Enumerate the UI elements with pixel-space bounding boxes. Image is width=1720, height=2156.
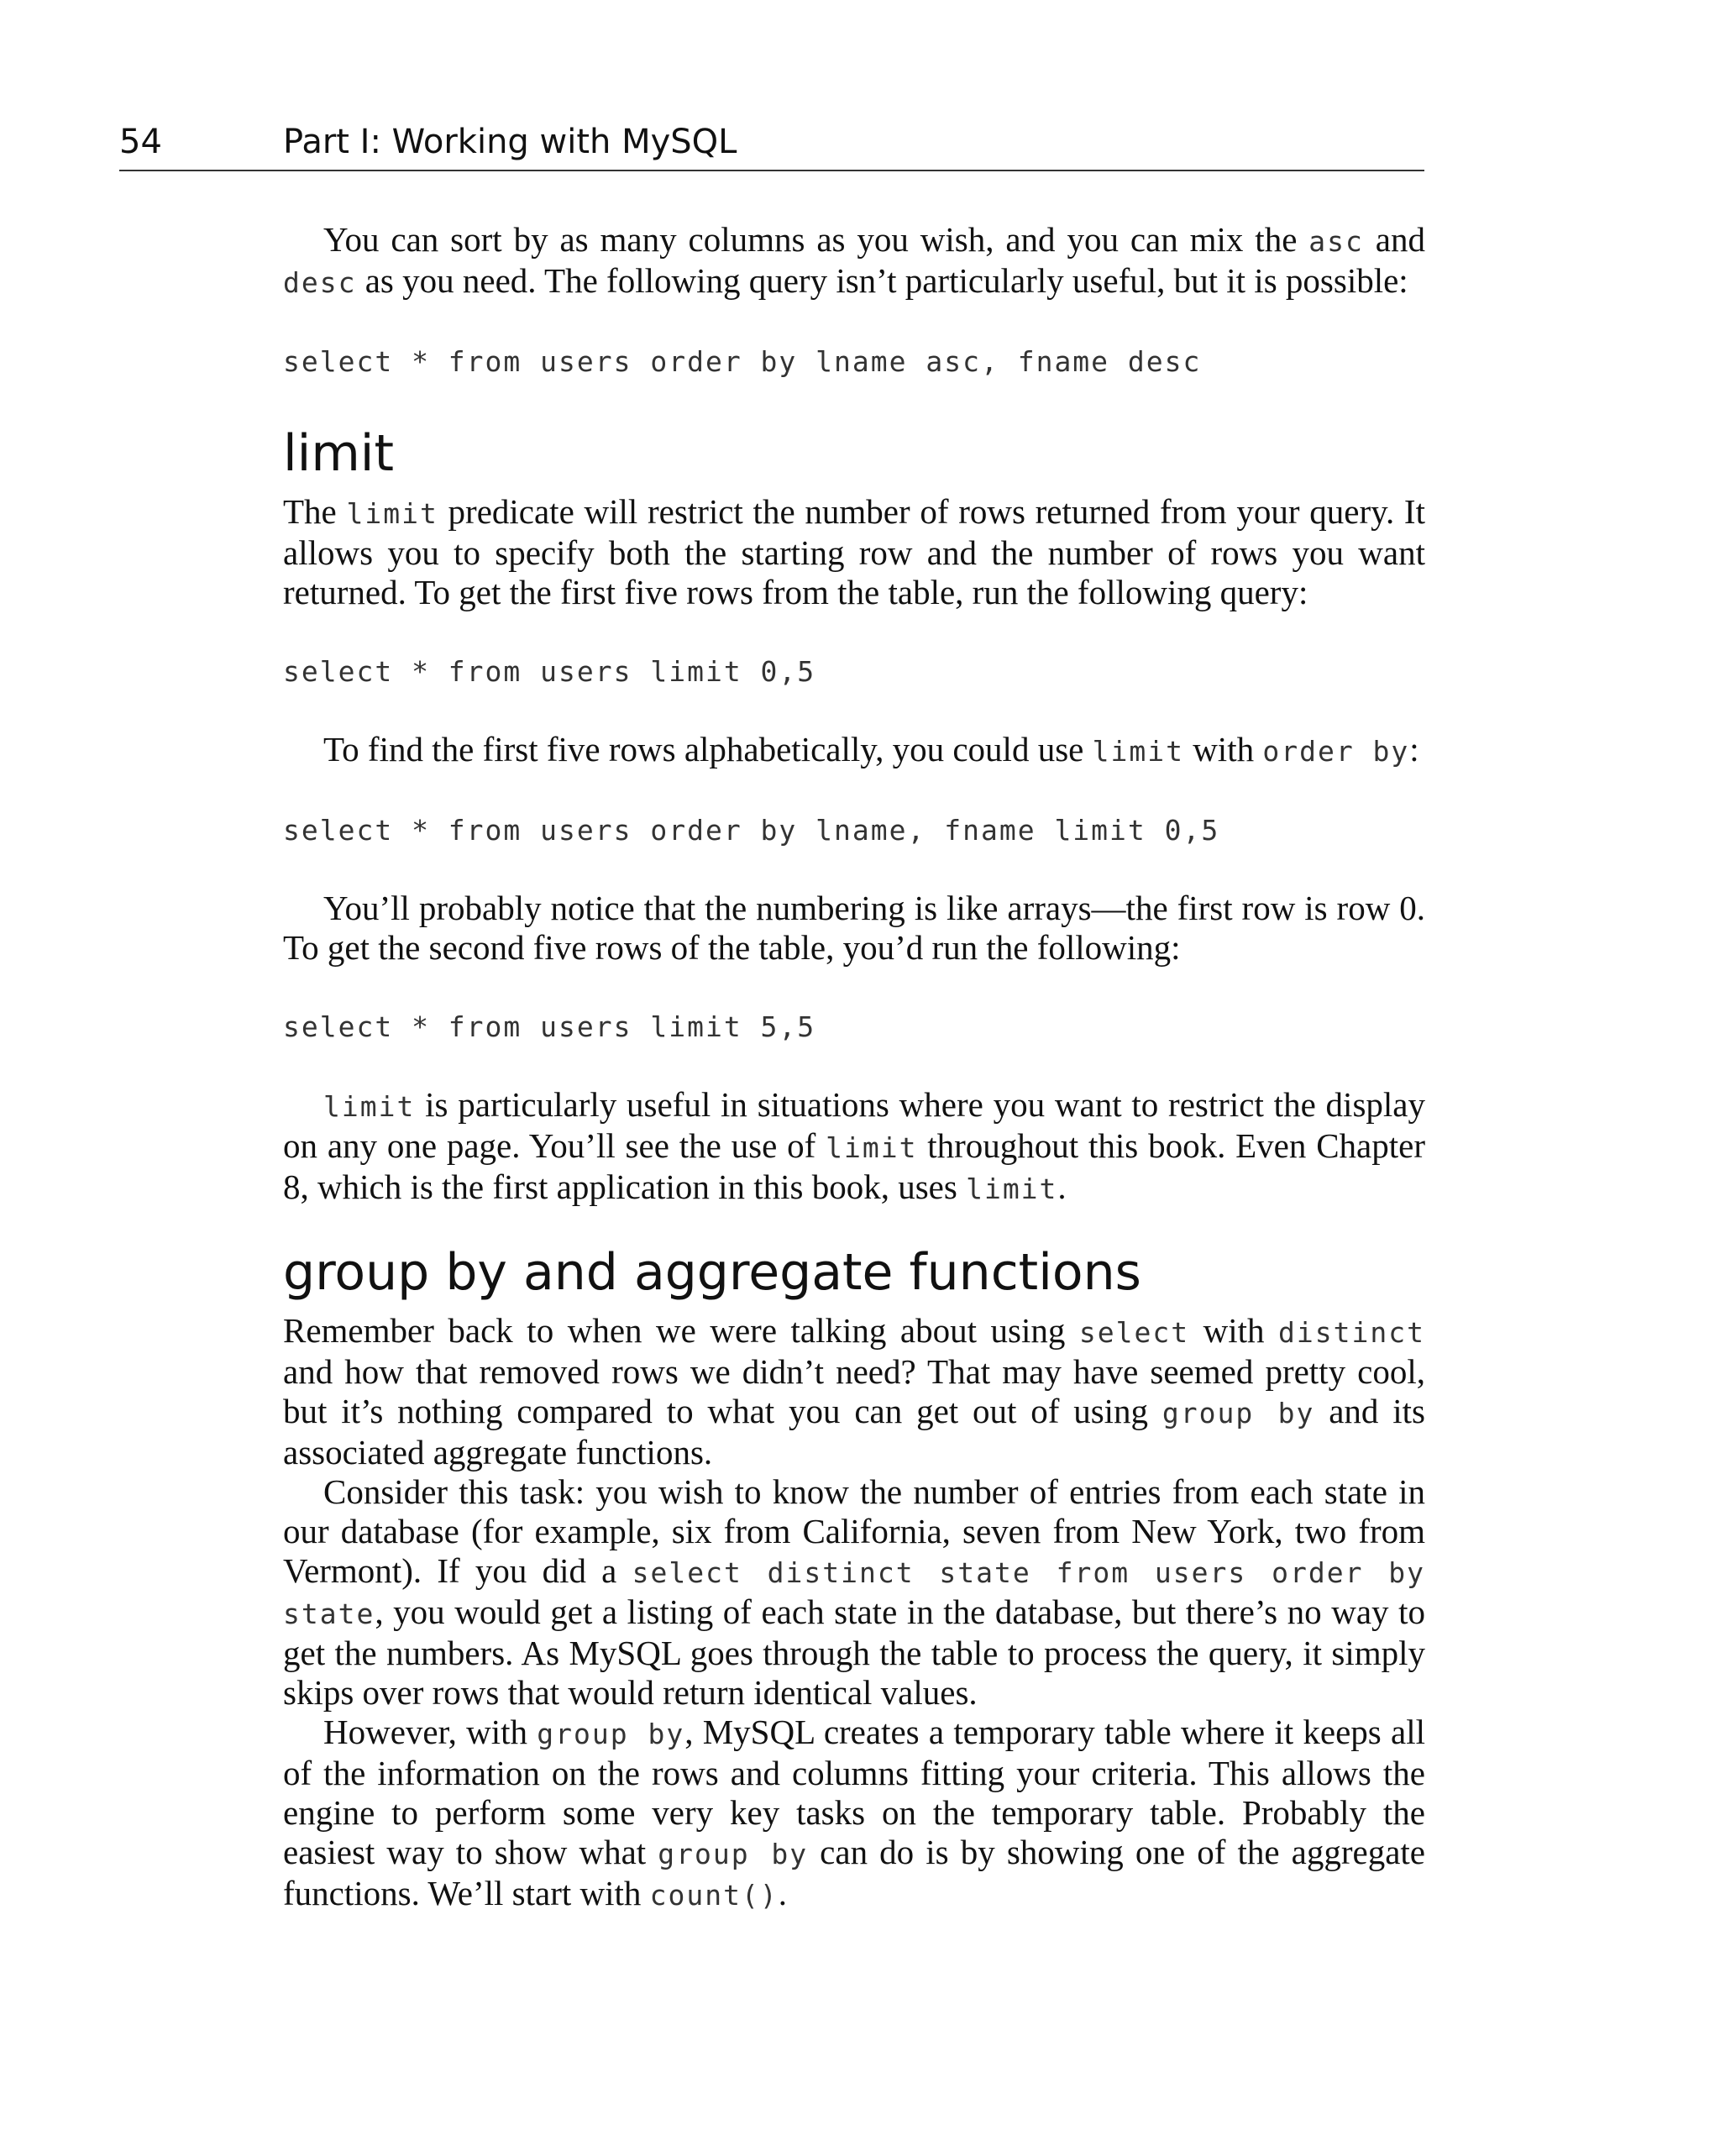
inline-code-limit: limit <box>346 497 438 530</box>
paragraph-sort-columns: You can sort by as many columns as you wish, and you can mix the asc and desc as you need. The following query isn’t particularly useful, but it is possible: <box>283 220 1425 300</box>
inline-code-limit: limit <box>966 1172 1058 1205</box>
code-block-limit-0-5: select * from users limit 0,5 <box>283 655 816 688</box>
paragraph-limit-order-by: To find the first five rows alphabetically, you could use limit with order by: <box>323 730 1419 769</box>
inline-code-limit: limit <box>826 1131 918 1164</box>
page-header <box>119 118 1424 171</box>
inline-code-asc: asc <box>1308 225 1364 258</box>
inline-code-desc: desc <box>283 266 357 299</box>
running-head: Part I: Working with MySQL <box>283 123 737 161</box>
code-block-order-by: select * from users order by lname asc, fname desc <box>283 345 1202 378</box>
inline-code-limit: limit <box>323 1090 416 1123</box>
inline-code-group-by: group by <box>537 1718 685 1750</box>
code-block-limit-5-5: select * from users limit 5,5 <box>283 1010 816 1043</box>
page-number: 54 <box>119 123 162 161</box>
paragraph-limit-usefulness: limit is particularly useful in situations where you want to restrict the display on any one page. You’ll see the use of limit throughout this book. Even Chapter 8, which is the first application in this book, uses limit. <box>283 1085 1425 1206</box>
inline-code-order-by: order by <box>1262 735 1410 768</box>
section-heading-group-by: group by and aggregate functions <box>283 1243 1141 1302</box>
inline-code-group-by: group by <box>658 1838 809 1870</box>
inline-code-select: select <box>1078 1316 1190 1349</box>
paragraph-group-by-intro: Remember back to when we were talking about using select with distinct and how that removed rows we didn’t need? That may have seemed pretty cool, but it’s nothing compared to what you can get out of using group by and its associated aggregate functions. <box>283 1311 1426 1471</box>
inline-code-select-distinct: select distinct state from users order by state <box>283 1556 1426 1630</box>
paragraph-limit-intro: The limit predicate will restrict the number of rows returned from your query. It allows you to specify both the starting row and the number of rows you want returned. To get the first five rows from the table, run the following query: <box>283 492 1425 611</box>
inline-code-count: count() <box>649 1879 779 1912</box>
inline-code-group-by: group by <box>1162 1397 1315 1429</box>
paragraph-numbering: You’ll probably notice that the numbering is like arrays—the first row is row 0. To get the second five rows of the table, you’d run the following: <box>283 889 1425 967</box>
paragraph-consider-task: Consider this task: you wish to know the number of entries from each state in our database (for example, six from California, seven from New York, two from Vermont). If you did a select distinct state from users order by state, you would get a listing of each state in the database, but there’s no way to get the numbers. As MySQL goes through the table to process the query, it simply skips over rows that would return identical values. <box>283 1472 1426 1712</box>
inline-code-limit: limit <box>1092 735 1184 768</box>
inline-code-distinct: distinct <box>1278 1316 1425 1349</box>
paragraph-however-group-by: However, with group by, MySQL creates a temporary table where it keeps all of the information on the rows and columns fitting your criteria. This allows the engine to perform some very key tasks on the temporary table. Probably the easiest way to show what group by can do is by showing one of the aggregate functions. We’ll start with count(). <box>283 1713 1425 1912</box>
section-heading-limit: limit <box>283 424 394 483</box>
code-block-order-limit: select * from users order by lname, fname limit 0,5 <box>283 814 1220 847</box>
page-body <box>283 220 1425 1915</box>
